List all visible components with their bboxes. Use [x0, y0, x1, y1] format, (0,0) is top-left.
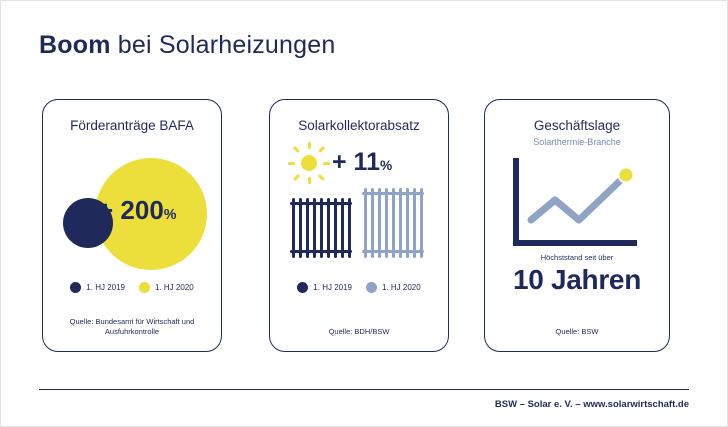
legend-label: 1. HJ 2020 [155, 283, 194, 292]
radiator-2020-icon [362, 188, 424, 258]
legend-dot-icon [297, 282, 308, 293]
legend-label: 1. HJ 2019 [86, 283, 125, 292]
legend-item [139, 282, 194, 293]
card-solarkollektorabsatz [269, 99, 449, 352]
card2-value: + 11% [332, 148, 393, 176]
card1-unit: % [163, 207, 177, 223]
legend-label: 1. HJ 2020 [382, 283, 421, 292]
legend-dot-icon [70, 282, 81, 293]
radiator-2019-icon [290, 198, 352, 258]
legend-item [366, 282, 421, 293]
legend-dot-icon [139, 282, 150, 293]
sun-icon [288, 142, 330, 184]
page-title-rest: bei Solarheizungen [110, 31, 336, 59]
card1-source: Quelle: Bundesamt für Wirtschaft und Ausfuhrkontrolle [69, 316, 195, 336]
card3-value: 10 Jahren [512, 264, 642, 295]
card1-legend [43, 282, 221, 293]
footer-credit: BSW – Solar e. V. – www.solarwirtschaft.de [494, 399, 689, 410]
footer-divider [39, 389, 689, 391]
card2-unit: % [379, 158, 393, 173]
page-title-bold: Boom [39, 31, 111, 59]
card3-caption: Höchststand seit über [540, 253, 614, 262]
legend-item [70, 282, 125, 293]
card3-source: Quelle: BSW [555, 326, 599, 336]
card1-title: Förderanträge BAFA [70, 118, 194, 133]
card-foerderantraege [42, 99, 222, 352]
legend-label: 1. HJ 2019 [313, 283, 352, 292]
card2-title: Solarkollektorabsatz [298, 118, 420, 133]
card2-source: Quelle: BDH/BSW [328, 326, 390, 336]
card1-value: + 200% [98, 195, 177, 225]
trend-chart-icon [513, 158, 643, 250]
page-title [39, 31, 335, 60]
card2-legend [270, 282, 448, 293]
card3-title: Geschäftslage [533, 118, 621, 133]
card3-subtitle: Solarthermie-Branche [533, 137, 621, 147]
legend-dot-icon [366, 282, 377, 293]
legend-item [297, 282, 352, 293]
card-geschaeftslage [484, 99, 670, 352]
